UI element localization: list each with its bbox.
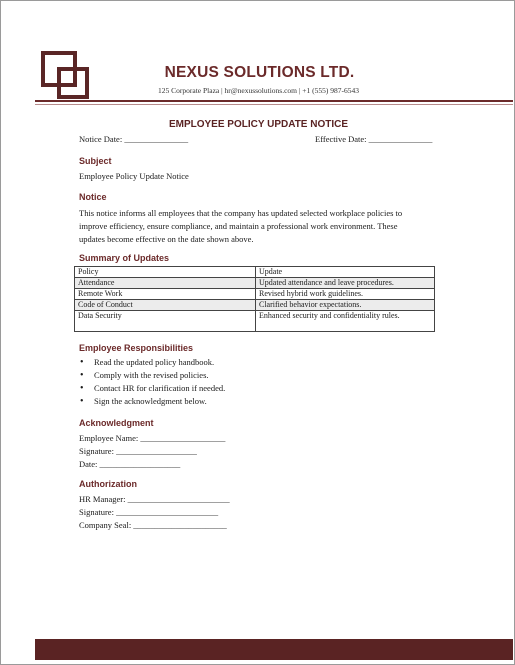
table-cell-policy: Policy [75, 267, 256, 278]
table-cell-policy: Code of Conduct [75, 300, 256, 311]
notice-paragraph: This notice informs all employees that the company has updated selected workplace policies to improve efficiency, ensure compliance, and maintain a professional work environment. These updates become effective on the date shown above. [79, 208, 403, 244]
hr-manager-field: HR Manager: ________________________ [79, 494, 230, 504]
list-item: • Read the updated policy handbook. [79, 356, 225, 369]
header-rule-thin [35, 104, 513, 105]
table-row [75, 278, 435, 289]
table-cell-update: Update [256, 267, 435, 278]
table-cell-update: Clarified behavior expectations. [256, 300, 435, 311]
table-cell-policy: Data Security [75, 311, 256, 332]
responsibilities-heading: Employee Responsibilities [79, 343, 194, 353]
authorization-heading: Authorization [79, 479, 137, 489]
table-row [75, 311, 435, 332]
header-rule-thick [35, 100, 513, 102]
subject-text: Employee Policy Update Notice [79, 171, 189, 181]
table-row [75, 300, 435, 311]
summary-heading: Summary of Updates [79, 253, 170, 263]
footer-bar [35, 639, 513, 660]
notice-date-field: Notice Date: _______________ [79, 134, 189, 144]
document-title: EMPLOYEE POLICY UPDATE NOTICE [168, 119, 349, 130]
notice-heading: Notice [79, 192, 107, 202]
list-item: • Contact HR for clarification if needed. [79, 382, 225, 395]
employee-name-field: Employee Name: ____________________ [79, 433, 226, 443]
responsibilities-list [79, 356, 225, 408]
company-name-text: NEXUS SOLUTIONS LTD. [164, 64, 355, 81]
table-cell-update: Updated attendance and leave procedures. [256, 278, 435, 289]
acknowledgment-heading: Acknowledgment [79, 418, 154, 428]
acknowledgment-date-field: Date: ___________________ [79, 459, 181, 469]
employee-signature-field: Signature: ___________________ [79, 446, 197, 456]
effective-date-field: Effective Date: _______________ [315, 134, 433, 144]
table-cell-policy: Attendance [75, 278, 256, 289]
summary-table-header-row [75, 267, 435, 278]
summary-table [74, 266, 435, 332]
list-item: • Comply with the revised policies. [79, 369, 225, 382]
table-row [75, 289, 435, 300]
table-cell-update: Enhanced security and confidentiality rules. [256, 311, 435, 332]
company-contact [1, 86, 515, 95]
table-cell-update: Revised hybrid work guidelines. [256, 289, 435, 300]
company-seal-field: Company Seal: ______________________ [79, 520, 227, 530]
company-name [1, 64, 515, 82]
company-contact-text: 125 Corporate Plaza | hr@nexussolutions.com | +1 (555) 987-6543 [158, 86, 359, 95]
subject-heading: Subject [79, 156, 112, 166]
list-item: • Sign the acknowledgment below. [79, 395, 225, 408]
authorization-signature-field: Signature: ________________________ [79, 507, 219, 517]
table-cell-policy: Remote Work [75, 289, 256, 300]
